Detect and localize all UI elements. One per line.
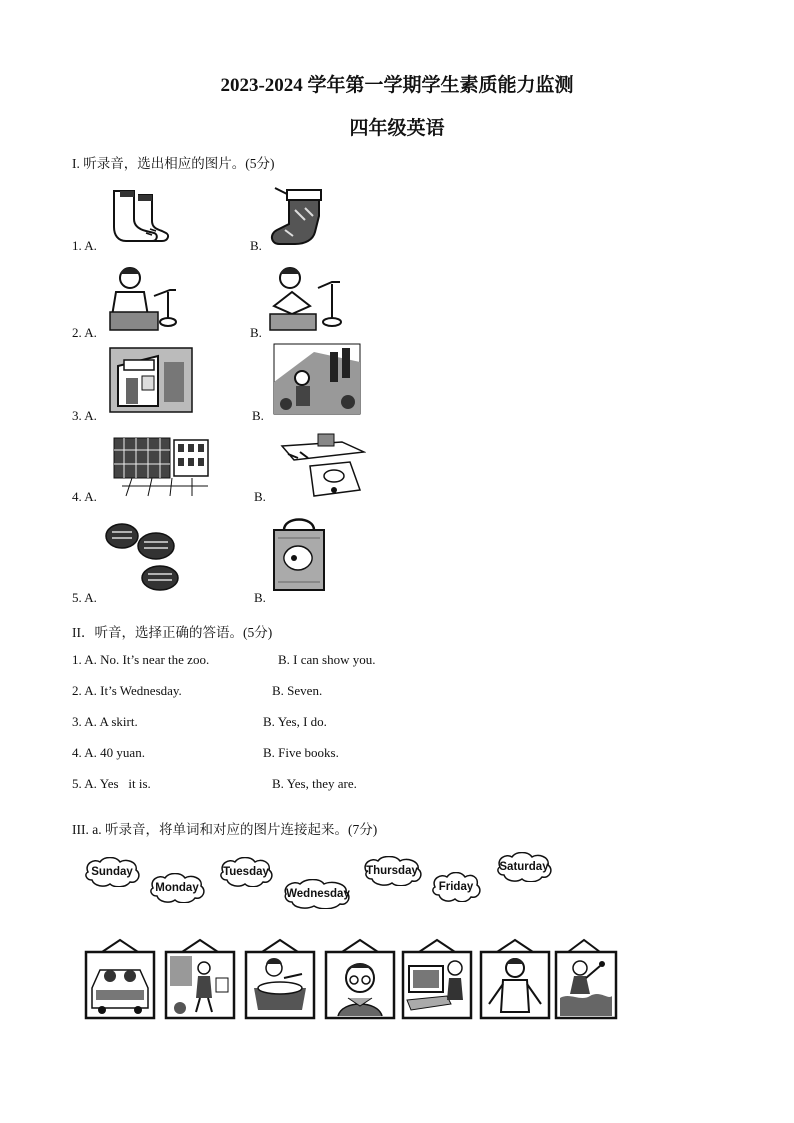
answer-option[interactable]: B. I can show you. <box>278 652 376 667</box>
picture-frame-6[interactable] <box>479 938 551 1020</box>
option-label: 3. A. <box>72 408 97 423</box>
day-cloud-thursday[interactable] <box>360 856 424 886</box>
day-cloud-saturday[interactable] <box>494 852 554 882</box>
library-shelves-icon[interactable] <box>112 436 212 498</box>
option-label: B. <box>254 590 266 605</box>
day-label: Thursday <box>366 865 418 877</box>
basketball-court-icon[interactable] <box>280 432 366 502</box>
clothes-shop-icon[interactable] <box>108 346 194 414</box>
day-label: Saturday <box>499 861 549 873</box>
answer-option[interactable]: 5. A. Yes it is. <box>72 776 151 791</box>
option-label: B. <box>250 325 262 340</box>
section-3-heading: III. a. 听录音，将单词和对应的图片连接起来。(7分) <box>72 822 378 837</box>
day-label: Tuesday <box>223 866 269 878</box>
answer-option[interactable]: B. Seven. <box>272 683 323 698</box>
picture-frame-2[interactable] <box>164 938 236 1020</box>
boy-at-desk-icon[interactable] <box>108 262 180 334</box>
option-label: B. <box>250 238 262 253</box>
christmas-stocking-icon[interactable] <box>265 182 335 248</box>
picture-frame-5[interactable] <box>401 938 473 1020</box>
day-label: Monday <box>155 882 199 894</box>
picture-frame-4[interactable] <box>324 938 396 1020</box>
option-label: 4. A. <box>72 489 97 504</box>
option-label: 1. A. <box>72 238 97 253</box>
mooncakes-icon[interactable] <box>100 516 188 594</box>
day-cloud-friday[interactable] <box>429 872 483 902</box>
answer-option[interactable]: 1. A. No. It’s near the zoo. <box>72 652 210 667</box>
option-label: B. <box>254 489 266 504</box>
shopping-bag-icon[interactable] <box>270 512 328 594</box>
section-2-heading: II．听音，选择正确的答语。(5分) <box>72 625 273 640</box>
day-cloud-sunday[interactable] <box>82 857 142 887</box>
socks-icon[interactable] <box>106 185 174 245</box>
day-label: Sunday <box>91 866 133 878</box>
street-scene-icon[interactable] <box>272 342 362 416</box>
day-cloud-tuesday[interactable] <box>217 857 275 887</box>
day-label: Wednesday <box>286 888 350 900</box>
section-1-heading: I. 听录音，选出相应的图片。(5分) <box>72 156 275 171</box>
page-title: 2023-2024 学年第一学期学生素质能力监测 <box>220 75 574 96</box>
day-label: Friday <box>438 881 474 893</box>
answer-option[interactable]: B. Yes, I do. <box>263 714 327 729</box>
answer-option[interactable]: 4. A. 40 yuan. <box>72 745 145 760</box>
option-label: B. <box>252 408 264 423</box>
boy-reading-icon[interactable] <box>266 262 346 334</box>
answer-option[interactable]: 2. A. It’s Wednesday. <box>72 683 182 698</box>
option-label: 5. A. <box>72 590 97 605</box>
picture-frame-7[interactable] <box>550 938 622 1020</box>
day-cloud-wednesday[interactable] <box>280 879 356 909</box>
picture-frame-3[interactable] <box>244 938 316 1020</box>
day-cloud-monday[interactable] <box>147 873 207 903</box>
answer-option[interactable]: 3. A. A skirt. <box>72 714 138 729</box>
page-subtitle: 四年级英语 <box>349 118 445 139</box>
picture-frame-1[interactable] <box>84 938 156 1020</box>
family-car-icon <box>92 970 148 1014</box>
answer-option[interactable]: B. Five books. <box>263 745 339 760</box>
option-label: 2. A. <box>72 325 97 340</box>
answer-option[interactable]: B. Yes, they are. <box>272 776 357 791</box>
